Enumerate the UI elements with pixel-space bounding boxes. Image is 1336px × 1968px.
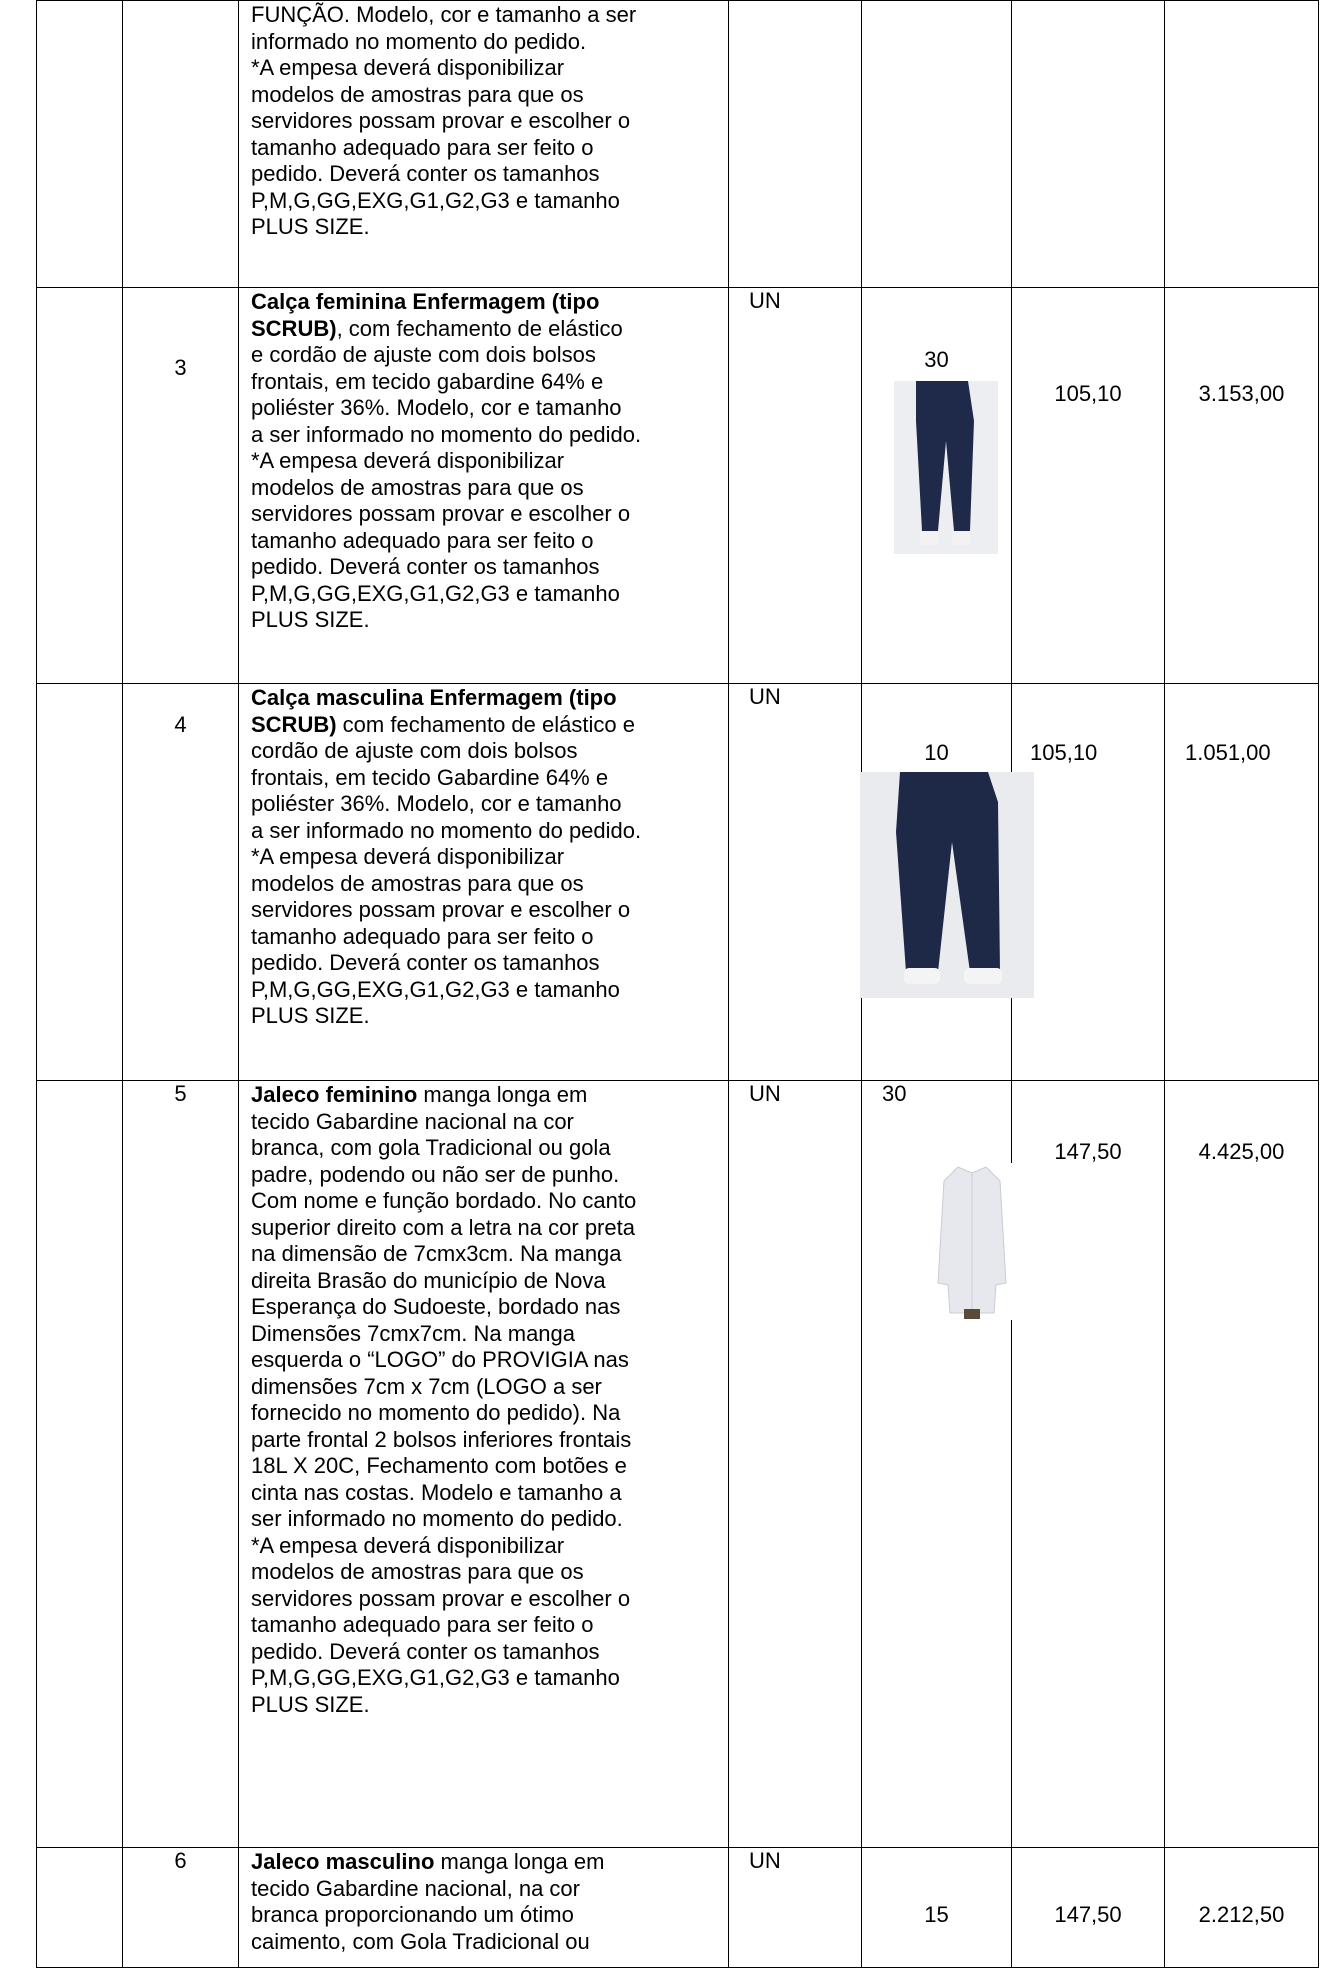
items-table (36, 0, 1319, 1968)
desc-line: tecido Gabardine nacional na cor (251, 1108, 574, 1134)
table-row (37, 1081, 1319, 1848)
desc-line: tecido Gabardine nacional, na cor (251, 1875, 580, 1901)
margin-cell (37, 1081, 123, 1848)
product-image (894, 381, 998, 554)
unit-price-cell (1012, 1848, 1165, 1968)
desc-line: esquerda o “LOGO” do PROVIGIA nas (251, 1347, 629, 1372)
total-cell (1165, 1081, 1319, 1848)
desc-line: tamanho adequado para ser feito o (251, 923, 594, 949)
total-cell (1165, 684, 1319, 1081)
margin-cell (37, 1848, 123, 1968)
desc-line: frontais, em tecido gabardine 64% e (251, 368, 604, 394)
desc-line: P,M,G,GG,EXG,G1,G2,G3 e tamanho (251, 976, 620, 1002)
quantity-cell (862, 1081, 1012, 1848)
description-cell (239, 288, 729, 684)
desc-line (251, 289, 725, 316)
unit-cell (729, 1, 862, 288)
desc-line: PLUS SIZE. (251, 607, 370, 632)
desc-line: superior direito com a letra na cor preta (251, 1214, 635, 1240)
quantity-cell (862, 1848, 1012, 1968)
desc-line: branca proporcionando um ótimo (251, 1902, 574, 1927)
desc-line: poliéster 36%. Modelo, cor e tamanho (251, 395, 622, 420)
desc-line: a ser informado no momento do pedido. (251, 817, 642, 843)
desc-line: a ser informado no momento do pedido. (251, 421, 642, 447)
unit-cell (729, 1848, 862, 1968)
desc-line: pedido. Deverá conter os tamanhos (251, 1638, 600, 1664)
desc-line: direita Brasão do município de Nova (251, 1267, 606, 1293)
desc-line: servidores possam provar e escolher o (251, 1585, 631, 1611)
desc-line: P,M,G,GG,EXG,G1,G2,G3 e tamanho (251, 580, 620, 606)
quantity-value: 30 (882, 1081, 907, 1106)
unit-price-cell (1012, 684, 1165, 1081)
unit-cell (729, 1081, 862, 1848)
description-cell (239, 1081, 729, 1848)
margin-cell (37, 684, 123, 1081)
desc-line: pedido. Deverá conter os tamanhos (251, 554, 600, 579)
pants-photo-icon (860, 772, 1034, 998)
desc-line: Esperança do Sudoeste, bordado nas (251, 1294, 621, 1319)
table-row (37, 1848, 1319, 1968)
item-number-cell (123, 1, 239, 288)
item-number: 4 (174, 712, 187, 737)
product-image (860, 772, 1034, 998)
table-row (37, 684, 1319, 1081)
unit-price-cell (1012, 1, 1165, 288)
desc-line: frontais, em tecido Gabardine 64% e (251, 764, 609, 790)
unit-value: UN (749, 288, 781, 313)
item-number-cell (123, 684, 239, 1081)
desc-line: FUNÇÃO. Modelo, cor e tamanho a ser (251, 2, 637, 27)
description-cell (239, 1848, 729, 1968)
desc-line: informado no momento do pedido. (251, 28, 587, 54)
unit-cell (729, 684, 862, 1081)
desc-text: manga longa em (417, 1082, 588, 1107)
total-value: 1.051,00 (1185, 740, 1271, 765)
desc-line: tamanho adequado para ser feito o (251, 1612, 594, 1637)
desc-line: tamanho adequado para ser feito o (251, 527, 594, 553)
item-number-cell (123, 1081, 239, 1848)
desc-line: caimento, com Gola Tradicional ou (251, 1928, 590, 1954)
item-number-cell (123, 1848, 239, 1968)
desc-line (251, 712, 725, 739)
item-title: Calça feminina Enfermagem (tipo (251, 289, 600, 314)
desc-line: Com nome e função bordado. No canto (251, 1188, 637, 1213)
item-number: 3 (174, 355, 187, 380)
desc-line: *A empesa deverá disponibilizar (251, 844, 565, 869)
total-value: 2.212,50 (1198, 1902, 1285, 1927)
quantity-value: 15 (924, 1902, 949, 1927)
unit-cell (729, 288, 862, 684)
desc-line: PLUS SIZE. (251, 1003, 370, 1028)
quantity-value: 30 (924, 347, 949, 372)
desc-line: PLUS SIZE. (251, 1691, 370, 1717)
desc-line: dimensões 7cm x 7cm (LOGO a ser (251, 1373, 602, 1399)
desc-line: modelos de amostras para que os (251, 474, 584, 500)
desc-line: padre, podendo ou não ser de punho. (251, 1161, 620, 1187)
quantity-cell (862, 288, 1012, 684)
unit-price-value: 105,10 (1054, 381, 1122, 406)
desc-line: pedido. Deverá conter os tamanhos (251, 950, 600, 975)
item-title: Calça masculina Enfermagem (tipo (251, 685, 617, 710)
desc-line: na dimensão de 7cmx3cm. Na manga (251, 1241, 622, 1266)
quantity-cell (862, 684, 1012, 1081)
item-title: Jaleco feminino (251, 1082, 418, 1107)
desc-text: com fechamento de elástico e (336, 711, 635, 737)
item-title-cont: SCRUB) (251, 711, 337, 737)
desc-text: , com fechamento de elástico (336, 315, 623, 341)
pants-photo-icon (894, 381, 998, 554)
desc-line (251, 685, 725, 712)
margin-cell (37, 288, 123, 684)
desc-line: parte frontal 2 bolsos inferiores frontais (251, 1426, 632, 1452)
desc-text: manga longa em (434, 1849, 605, 1874)
desc-line: servidores possam provar e escolher o (251, 501, 631, 526)
desc-line: fornecido no momento do pedido). Na (251, 1400, 621, 1425)
desc-line: cordão de ajuste com dois bolsos (251, 738, 578, 763)
desc-line: pedido. Deverá conter os tamanhos (251, 161, 600, 186)
item-number: 5 (174, 1081, 187, 1106)
desc-line: P,M,G,GG,EXG,G1,G2,G3 e tamanho (251, 1665, 620, 1690)
description-cell (239, 684, 729, 1081)
item-title: Jaleco masculino (251, 1849, 435, 1874)
desc-line: *A empesa deverá disponibilizar (251, 55, 565, 80)
unit-price-value: 147,50 (1054, 1139, 1122, 1164)
total-value: 4.425,00 (1198, 1139, 1285, 1164)
unit-value: UN (749, 684, 781, 709)
desc-line (251, 1849, 725, 1876)
total-cell (1165, 1848, 1319, 1968)
unit-value: UN (749, 1081, 781, 1106)
margin-cell (37, 1, 123, 288)
quantity-value: 10 (924, 740, 949, 765)
unit-price-cell (1012, 1081, 1165, 1848)
desc-line: branca, com gola Tradicional ou gola (251, 1135, 611, 1160)
total-cell (1165, 288, 1319, 684)
desc-line: cinta nas costas. Modelo e tamanho a (251, 1479, 622, 1505)
desc-line: modelos de amostras para que os (251, 1559, 584, 1584)
desc-line (251, 316, 725, 343)
desc-line: 18L X 20C, Fechamento com botões e (251, 1453, 627, 1478)
desc-line: *A empesa deverá disponibilizar (251, 1532, 565, 1558)
total-value: 3.153,00 (1198, 381, 1285, 406)
desc-line: modelos de amostras para que os (251, 81, 584, 107)
desc-line: modelos de amostras para que os (251, 870, 584, 896)
unit-price-value: 105,10 (1030, 740, 1098, 765)
item-number-cell (123, 288, 239, 684)
desc-line: e cordão de ajuste com dois bolsos (251, 342, 596, 367)
desc-line (251, 1082, 725, 1109)
item-number: 6 (174, 1848, 187, 1873)
desc-line: Dimensões 7cmx7cm. Na manga (251, 1320, 576, 1346)
desc-line: tamanho adequado para ser feito o (251, 134, 594, 160)
desc-line: PLUS SIZE. (251, 214, 370, 239)
desc-line: P,M,G,GG,EXG,G1,G2,G3 e tamanho (251, 187, 620, 213)
unit-price-value: 147,50 (1054, 1902, 1122, 1927)
description-cell (239, 1, 729, 288)
desc-line: poliéster 36%. Modelo, cor e tamanho (251, 791, 622, 816)
quantity-cell (862, 1, 1012, 288)
desc-line: servidores possam provar e escolher o (251, 108, 631, 133)
desc-line: *A empesa deverá disponibilizar (251, 448, 565, 473)
unit-price-cell (1012, 288, 1165, 684)
unit-value: UN (749, 1848, 781, 1873)
item-title-cont: SCRUB) (251, 315, 337, 341)
table-row (37, 1, 1319, 288)
desc-line: servidores possam provar e escolher o (251, 897, 631, 922)
table-row (37, 288, 1319, 684)
lab-coat-photo-icon (932, 1163, 1012, 1320)
total-cell (1165, 1, 1319, 288)
product-image (932, 1163, 1012, 1320)
desc-line: ser informado no momento do pedido. (251, 1506, 623, 1531)
